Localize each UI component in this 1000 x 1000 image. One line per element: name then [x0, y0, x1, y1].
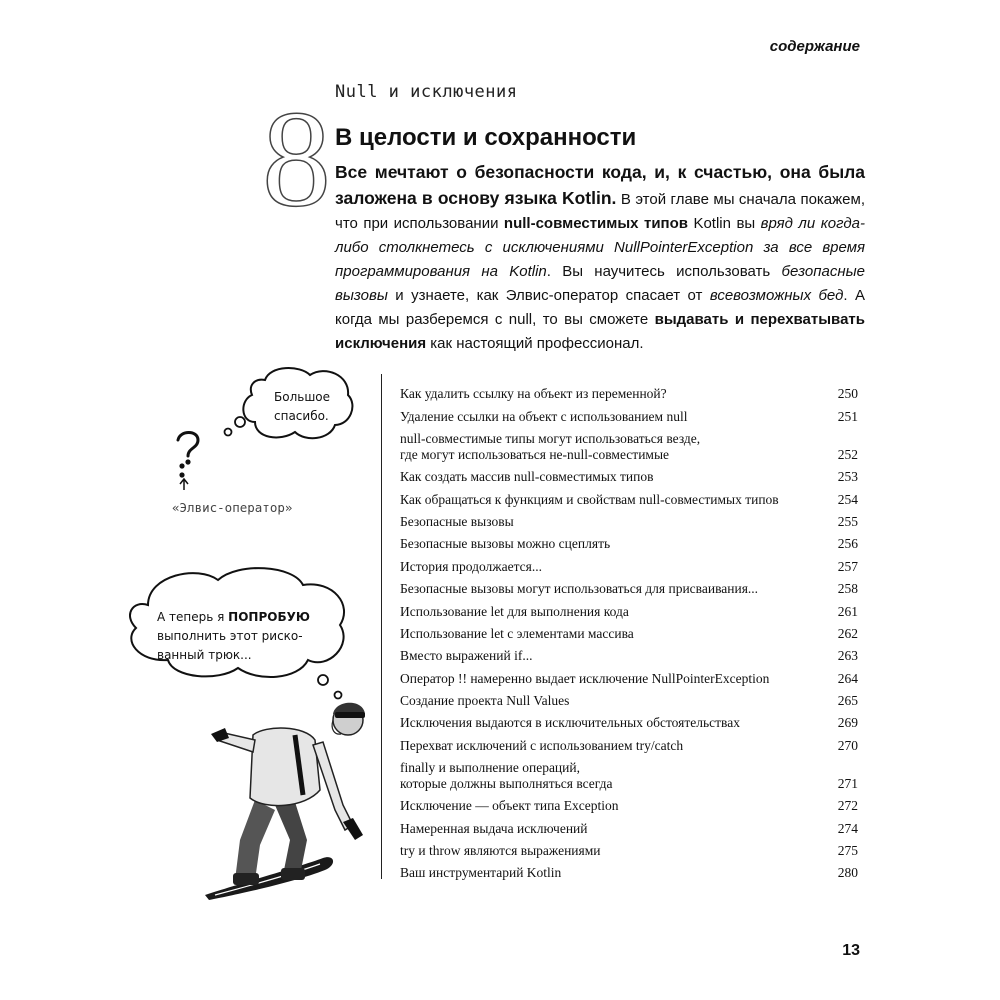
toc-entry-page: 253 — [837, 469, 858, 485]
bubble-trick-text — [157, 608, 310, 665]
toc-entry — [400, 754, 858, 792]
intro-bold: выдавать и перехватывать исключения — [335, 311, 865, 352]
toc-entry-title-line: Удаление ссылки на объект с использованием null — [400, 408, 688, 424]
intro-lead: Все мечтают о безопасности кода, и, к счастью, она была заложена в основу языка Kotlin. — [335, 162, 865, 208]
toc-entry-title — [400, 865, 818, 881]
intro-text: как настоящий профессионал. — [426, 335, 644, 352]
toc-entry-page: 255 — [837, 513, 858, 529]
elvis-operator-icon — [170, 428, 210, 498]
toc-entry-page: 261 — [837, 603, 858, 619]
toc-entry — [400, 380, 858, 402]
toc-entry-title — [400, 821, 818, 837]
toc-entry-page: 265 — [837, 693, 858, 709]
toc-entry-title — [400, 492, 818, 508]
toc-entry-title-line: Использование let для выполнения кода — [400, 603, 629, 619]
toc-entry-page: 257 — [837, 558, 858, 574]
toc-entry-page: 264 — [837, 670, 858, 686]
toc-entry-title — [400, 798, 818, 814]
toc-entry-title — [400, 431, 818, 463]
toc-entry-title-line: Оператор !! намеренно выдает исключение NullPointerException — [400, 670, 770, 686]
toc-entry-page: 269 — [837, 715, 858, 731]
intro-text: и узнаете, как Элвис-оператор спасает от — [387, 287, 710, 304]
bubble-line: ванный трюк... — [157, 648, 252, 662]
toc-entry — [400, 620, 858, 642]
intro-bold: null-совместимых типов — [503, 215, 688, 232]
toc-entry-title-line: Как создать массив null-совместимых типов — [400, 469, 654, 485]
toc-entry-title-line: Намеренная выдача исключений — [400, 820, 588, 836]
toc-entry-page: 280 — [837, 865, 858, 881]
toc-entry-page: 271 — [837, 775, 858, 791]
toc-entry-title-line: Перехват исключений с использованием try/catch — [400, 737, 684, 753]
toc-entry-page: 250 — [837, 386, 858, 402]
toc-entry-title — [400, 626, 818, 642]
toc-entry-title — [400, 738, 818, 754]
toc-entry-title-line: где могут использоваться не-null-совместимые — [400, 446, 670, 462]
toc-entry — [400, 664, 858, 686]
bubble-line: Большое — [274, 390, 331, 404]
toc-entry — [400, 642, 858, 664]
toc-entry-title — [400, 693, 818, 709]
toc-entry-title-line: Безопасные вызовы могут использоваться для присваивания... — [400, 581, 759, 597]
toc-entry-page: 252 — [837, 446, 858, 462]
toc-entry-title-line: Ваш инструментарий Kotlin — [400, 865, 562, 881]
toc-entry-title-line: История продолжается... — [400, 558, 542, 574]
toc-entry-title-line: Исключения выдаются в исключительных обстоятельствах — [400, 715, 740, 731]
toc-entry-page: 263 — [837, 648, 858, 664]
bubble-bold: ПОПРОБУЮ — [228, 610, 310, 624]
toc-entry — [400, 597, 858, 619]
toc-entry — [400, 687, 858, 709]
toc-entry-title-line: finally и выполнение операций, — [400, 759, 580, 775]
page-number: 13 — [842, 942, 860, 959]
toc-entry-title-line: null-совместимые типы могут использоваться везде, — [400, 430, 701, 446]
toc-entry-title — [400, 760, 818, 792]
toc-entry — [400, 463, 858, 485]
toc-entry — [400, 575, 858, 597]
toc-entry-title — [400, 409, 818, 425]
intro-italic: безопасные вызовы — [335, 263, 865, 304]
table-of-contents — [400, 380, 858, 881]
toc-entry — [400, 552, 858, 574]
toc-entry — [400, 859, 858, 881]
toc-entry-title — [400, 514, 818, 530]
toc-entry — [400, 402, 858, 424]
chapter-subtitle: Null и исключения — [335, 82, 518, 102]
toc-entry — [400, 837, 858, 859]
intro-italic: вряд ли когда-либо столкнетесь с исключениями NullPointerException за все время программирования на Kotlin — [335, 215, 865, 280]
snowboarder-illustration — [195, 690, 370, 905]
toc-entry-page: 254 — [837, 491, 858, 507]
toc-entry-page: 275 — [837, 843, 858, 859]
toc-entry — [400, 530, 858, 552]
intro-text: . Вы научитесь использовать — [546, 263, 782, 280]
intro-text: Kotlin вы — [687, 215, 761, 232]
intro-text: . А когда мы разберемся с null, то вы сможете — [335, 287, 865, 328]
toc-entry — [400, 731, 858, 753]
toc-entry-title-line: Как удалить ссылку на объект из переменной? — [400, 386, 667, 402]
toc-entry-title — [400, 843, 818, 859]
toc-entry-title-line: Безопасные вызовы можно сцеплять — [400, 536, 611, 552]
toc-entry-title-line: Безопасные вызовы — [400, 513, 514, 529]
toc-divider — [381, 374, 382, 879]
toc-entry-page: 256 — [837, 536, 858, 552]
bubble-line: выполнить этот риско- — [157, 629, 303, 643]
toc-entry-title — [400, 469, 818, 485]
bubble-line: спасибо. — [274, 409, 329, 423]
toc-entry — [400, 792, 858, 814]
toc-entry-page: 262 — [837, 625, 858, 641]
toc-entry-page: 258 — [837, 581, 858, 597]
toc-entry-page: 272 — [837, 798, 858, 814]
toc-entry — [400, 485, 858, 507]
toc-entry-title — [400, 536, 818, 552]
chapter-title: В целости и сохранности — [335, 124, 637, 151]
toc-entry — [400, 425, 858, 463]
elvis-operator-label: «Элвис-оператор» — [172, 500, 293, 515]
toc-entry-page: 274 — [837, 820, 858, 836]
toc-entry-title — [400, 559, 818, 575]
intro-text: В этой главе мы сначала покажем, что при использовании — [335, 191, 865, 232]
toc-entry-title-line: которые должны выполняться всегда — [400, 775, 613, 791]
toc-entry-title-line: Исключение — объект типа Exception — [400, 798, 619, 814]
toc-entry-title — [400, 386, 818, 402]
bubble-thanks-text — [274, 388, 330, 426]
toc-entry-title-line: Как обращаться к функциям и свойствам null-совместимых типов — [400, 491, 779, 507]
toc-entry-title-line: Использование let с элементами массива — [400, 625, 634, 641]
toc-entry — [400, 814, 858, 836]
toc-entry — [400, 709, 858, 731]
toc-entry-title — [400, 715, 818, 731]
intro-italic: всевозможных бед — [709, 287, 844, 304]
toc-entry-page: 251 — [837, 408, 858, 424]
toc-entry-title — [400, 604, 818, 620]
chapter-intro — [335, 160, 865, 356]
toc-entry-title-line: Вместо выражений if... — [400, 648, 533, 664]
toc-entry-title — [400, 581, 818, 597]
toc-entry-title-line: Создание проекта Null Values — [400, 693, 570, 709]
toc-entry-title-line: try и throw являются выражениями — [400, 843, 601, 859]
chapter-number: 8 — [262, 82, 331, 235]
section-label: содержание — [769, 38, 860, 55]
bubble-line: А теперь я — [157, 610, 229, 624]
toc-entry-title — [400, 648, 818, 664]
toc-entry-page: 270 — [837, 737, 858, 753]
toc-entry — [400, 508, 858, 530]
toc-entry-title — [400, 671, 818, 687]
